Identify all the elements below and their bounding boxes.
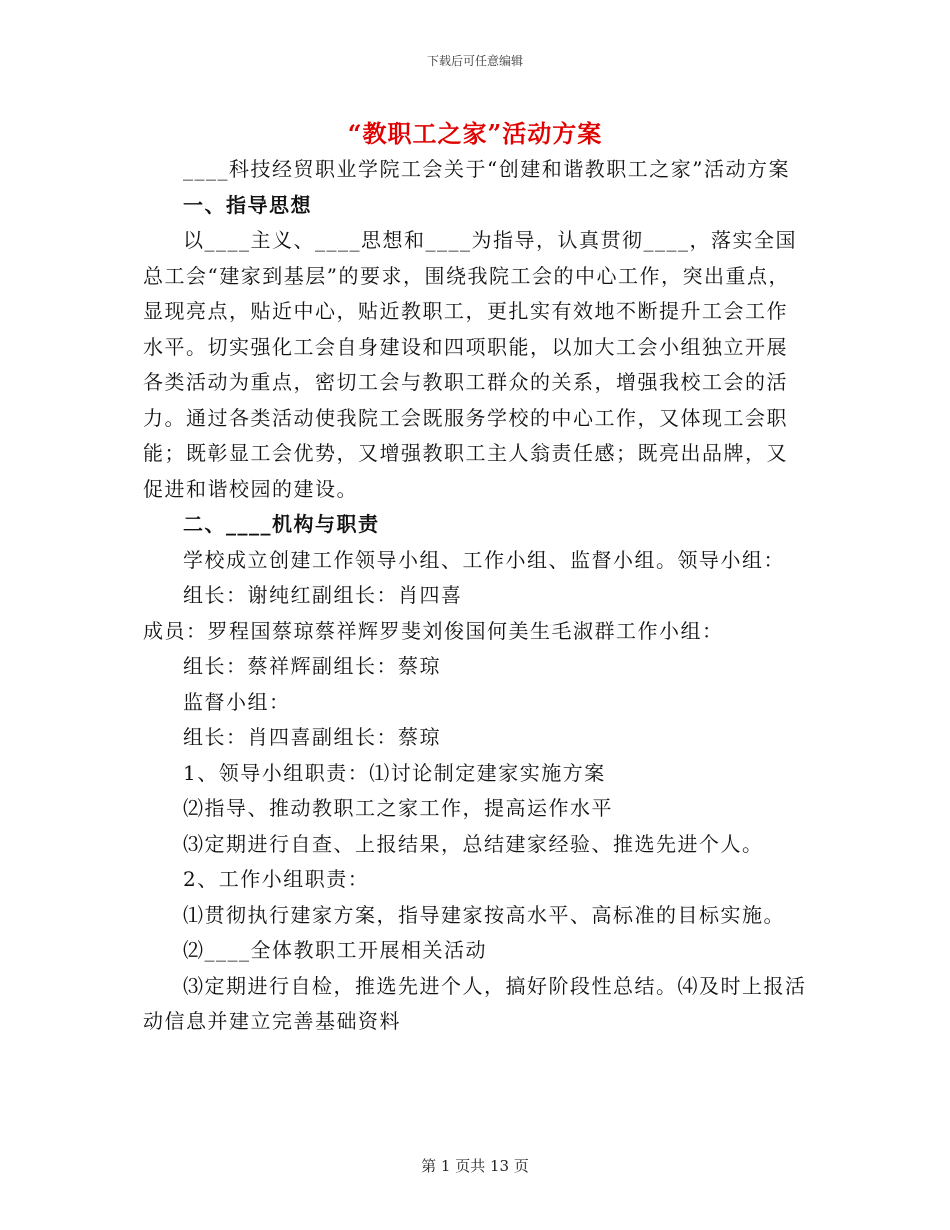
work-group-duties-heading: 2、工作小组职责：	[183, 867, 370, 891]
groups-intro-line: 学校成立创建工作领导小组、工作小组、监督小组。领导小组：	[183, 547, 785, 572]
section-heading-2: 二、____机构与职责	[183, 512, 380, 536]
supervision-group-label: 监督小组：	[183, 689, 291, 714]
page-header-note: 下载后可任意编辑	[426, 54, 523, 68]
leader-group-leaders: 组长：谢纯红副组长：肖四喜	[183, 583, 463, 607]
guiding-ideology-paragraph: 以____主义、____思想和____为指导，认真贯彻____，落实全国总工会“建家到基层”的要求，围绕我院工会的中心工作，突出重点，显现亮点，贴近中心，贴近教职工，更扎实有效地不断提升工会工作水平。切实强化工会自身建设和四项职能，以加大工会小组独立开展各类活动为重点，密切工会与教职工群众的关系，增强我校工会的活力。通过各类活动使我院工会既服务学校的中心工作，又体现工会职能；既彰显工会优势，又增强教职工主人翁责任感；既亮出品牌，又促进和谐校园的建设。	[143, 228, 797, 501]
leader-group-duties-2: ⑵指导、推动教职工之家工作，提高运作水平	[183, 796, 613, 820]
supervision-group-leaders: 组长：肖四喜副组长：蔡琼	[183, 725, 441, 749]
intro-paragraph: ____科技经贸职业学院工会关于“创建和谐教职工之家”活动方案	[183, 157, 790, 181]
work-group-duties-1: ⑴贯彻执行建家方案，指导建家按高水平、高标准的目标实施。	[183, 902, 785, 927]
leader-group-members: 成员：罗程国蔡琼蔡祥辉罗斐刘俊国何美生毛淑群工作小组：	[143, 618, 724, 643]
leader-group-duties-1: 1、领导小组职责：⑴讨论制定建家实施方案	[183, 760, 606, 785]
work-group-duties-3: ⑶定期进行自检，推选先进个人，搞好阶段性总结。⑷及时上报活动信息并建立完善基础资料	[143, 973, 807, 1033]
leader-group-duties-3: ⑶定期进行自查、上报结果，总结建家经验、推选先进个人。	[183, 831, 764, 856]
document-title: “教职工之家”活动方案	[347, 119, 603, 148]
work-group-duties-2: ⑵____全体教职工开展相关活动	[183, 938, 487, 962]
document-body	[143, 152, 808, 1040]
section-heading-1: 一、指导思想	[183, 192, 312, 217]
page-number-footer: 第 1 页共 13 页	[421, 1157, 529, 1175]
work-group-leaders: 组长：蔡祥辉副组长：蔡琼	[183, 654, 441, 678]
